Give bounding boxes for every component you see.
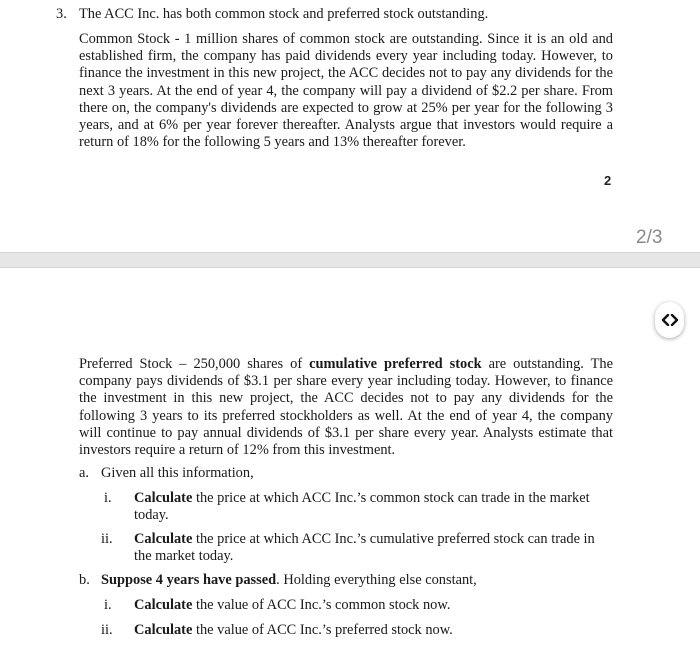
part-b-label: b. xyxy=(79,572,90,588)
question-number: 3. xyxy=(56,6,67,22)
part-b-bold: Suppose 4 years have passed xyxy=(101,572,277,588)
b-item-2-text: the value of ACC Inc.’s preferred stock now. xyxy=(192,622,453,638)
page-number: 2 xyxy=(604,173,612,188)
b-item-1-text: the value of ACC Inc.’s common stock now. xyxy=(192,597,451,613)
document-page-2 xyxy=(0,0,700,252)
preferred-stock-paragraph xyxy=(79,356,613,459)
a-item-1-bold: Calculate xyxy=(134,490,193,506)
a-item-2-numeral: ii. xyxy=(101,531,113,547)
preferred-bold-term: cumulative preferred stock xyxy=(309,356,482,372)
b-item-1-bold: Calculate xyxy=(134,597,193,613)
b-item-1-numeral: i. xyxy=(104,597,112,613)
a-item-1-numeral: i. xyxy=(104,490,112,506)
a-item-2-bold: Calculate xyxy=(134,531,193,547)
preferred-rest: are outstanding. The company pays dividends of $3.1 per share every year including today. However, to finance the investment in this new project, the ACC decides not to pay any dividends for the following 3 years to its preferred stockholders as well. At the end of year 4, the company will continue to pay annual dividends of $3.1 per share every year. Analysts estimate that investors require a return of 12% from this investment. xyxy=(79,356,613,459)
common-stock-paragraph: Common Stock - 1 million shares of common stock are outstanding. Since it is an old and established firm, the company has paid dividends every year including today. However, to finance the investment in this new project, the ACC decides not to pay any dividends for the next 3 years. At the end of year 4, the company will pay a dividend of $2.2 per share. From there on, the company's dividends are expected to grow at 25% per year for the following 3 years, and at 6% per year forever thereafter. Analysts argue that investors would require a return of 18% for the following 5 years and 13% thereafter forever. xyxy=(79,31,613,151)
a-item-1 xyxy=(134,490,614,524)
b-item-2-bold: Calculate xyxy=(134,622,193,638)
b-item-2 xyxy=(134,622,614,639)
chevron-right-icon[interactable] xyxy=(670,314,679,326)
part-b-text: . Holding everything else constant, xyxy=(276,572,477,588)
b-item-1 xyxy=(134,597,614,614)
page-indicator: 2/3 xyxy=(636,227,663,248)
page-separator xyxy=(0,252,700,268)
a-item-2 xyxy=(134,531,614,565)
a-item-1-text: the price at which ACC Inc.’s common stock can trade in the market today. xyxy=(134,490,590,524)
part-a-label: a. xyxy=(79,465,89,481)
part-a-text: Given all this information, xyxy=(101,465,254,481)
question-intro: The ACC Inc. has both common stock and preferred stock outstanding. xyxy=(79,6,489,22)
chevron-left-icon[interactable] xyxy=(661,314,670,326)
page-nav-control xyxy=(655,302,684,338)
b-item-2-numeral: ii. xyxy=(101,622,113,638)
preferred-prefix: Preferred Stock – 250,000 shares of xyxy=(79,356,310,372)
a-item-2-text: the price at which ACC Inc.’s cumulative preferred stock can trade in the market today. xyxy=(134,531,595,565)
document-page-3 xyxy=(0,268,700,646)
part-b-line xyxy=(101,572,477,589)
